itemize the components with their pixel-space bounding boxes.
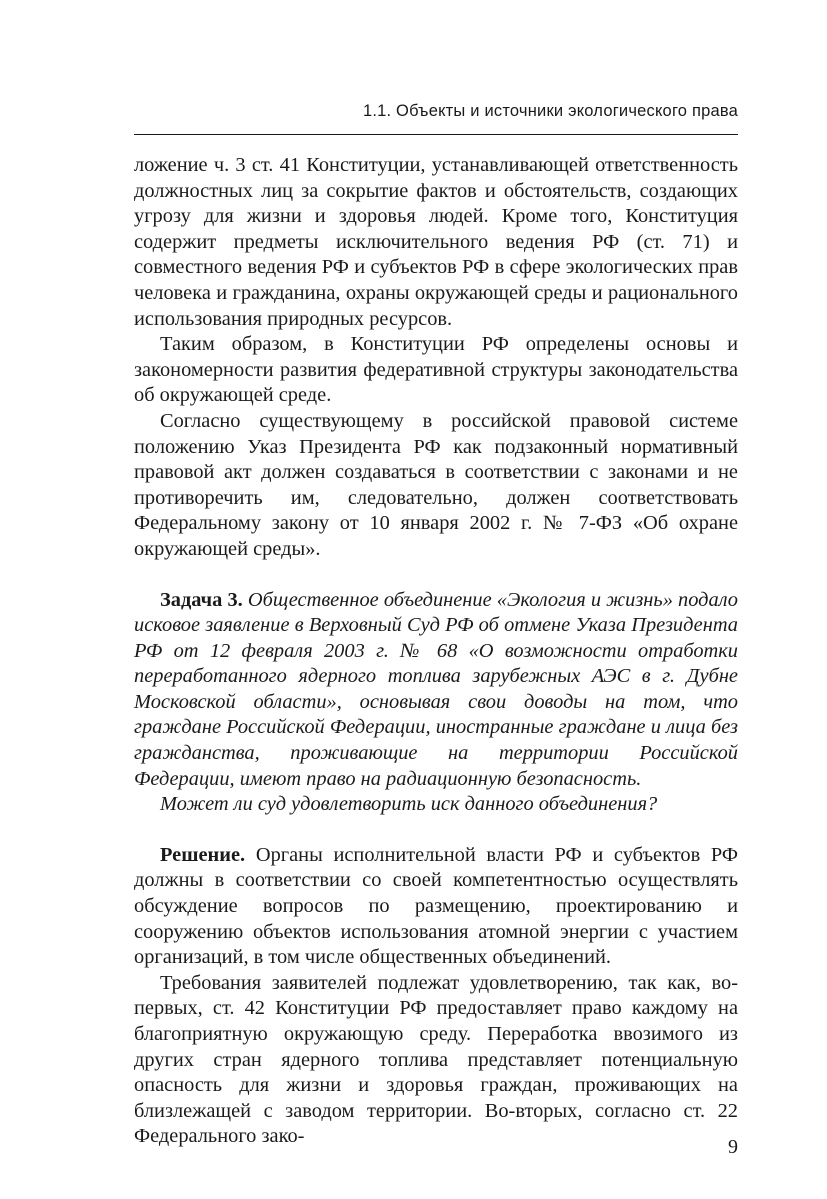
- task-text: Общественное объединение «Экология и жизнь» подало исковое заявление в Верховный Суд РФ об отмене Указа Президента РФ от 12 февраля 2003 г. № 68 «О возможности отработки переработанного ядерного топлива зарубежных АЭС в г. Дубне Московской области», основывая свои доводы на том, что граждане Российской Федерации, иностранные граждане и лица без гражданства, проживающие на территории Российской Федерации, имеют право на радиационную безопасность.: [134, 588, 738, 790]
- paragraph-decree: Согласно существующему в российской правовой системе положению Указ Президента РФ как подзаконный нормативный правовой акт должен создаваться в соответствии с законами и не противоречить им, следовательно, должен соответствовать Федеральному закону от 10 января 2002 г. № 7-ФЗ «Об охране окружающей среды».: [134, 409, 738, 560]
- running-header: 1.1. Объекты и источники экологического права: [362, 102, 738, 120]
- main-text: [134, 153, 738, 1150]
- task-question: Может ли суд удовлетворить иск данного объединения?: [160, 793, 658, 816]
- page-number: 9: [728, 1136, 738, 1158]
- paragraph-requirements: Требования заявителей подлежат удовлетворению, так как, во-первых, ст. 42 Конституции РФ предоставляет право каждому на благоприятную окружающую среду. Переработка ввозимого из других стран ядерного топлива представляет потенциальную опасность для жизни и здоровья граждан, проживающих на близлежащей с заводом территории. Во-вторых, согласно ст. 22 Федерального зако-: [134, 971, 738, 1148]
- task-statement: [134, 588, 738, 793]
- solution-label: Решение.: [160, 843, 246, 866]
- paragraph-constitution: ложение ч. 3 ст. 41 Конституции, устанавливающей ответственность должностных лиц за сокрытие фактов и обстоятельств, создающих угрозу для жизни и здоровья людей. Кроме того, Конституция содержит предметы исключительного ведения РФ (ст. 71) и совместного ведения РФ и субъектов РФ в сфере экологических прав человека и гражданина, охраны окружающей среды и рационального использования природных ресурсов.: [134, 154, 738, 330]
- spacer: [134, 818, 738, 843]
- solution-paragraph: [134, 843, 738, 971]
- task-label: Задача 3.: [160, 588, 243, 611]
- solution-text: Органы исполнительной власти РФ и субъектов РФ должны в соответствии со своей компетентностью осуществлять обсуждение вопросов по размещению, проектированию и сооружению объектов использования атомной энергии с участием организаций, в том числе общественных объединений.: [134, 843, 738, 969]
- spacer: [134, 563, 738, 588]
- header-rule: [134, 134, 738, 135]
- paragraph-conclusion: Таким образом, в Конституции РФ определены основы и закономерности развития федеративной структуры законодательства об окружающей среде.: [134, 333, 738, 407]
